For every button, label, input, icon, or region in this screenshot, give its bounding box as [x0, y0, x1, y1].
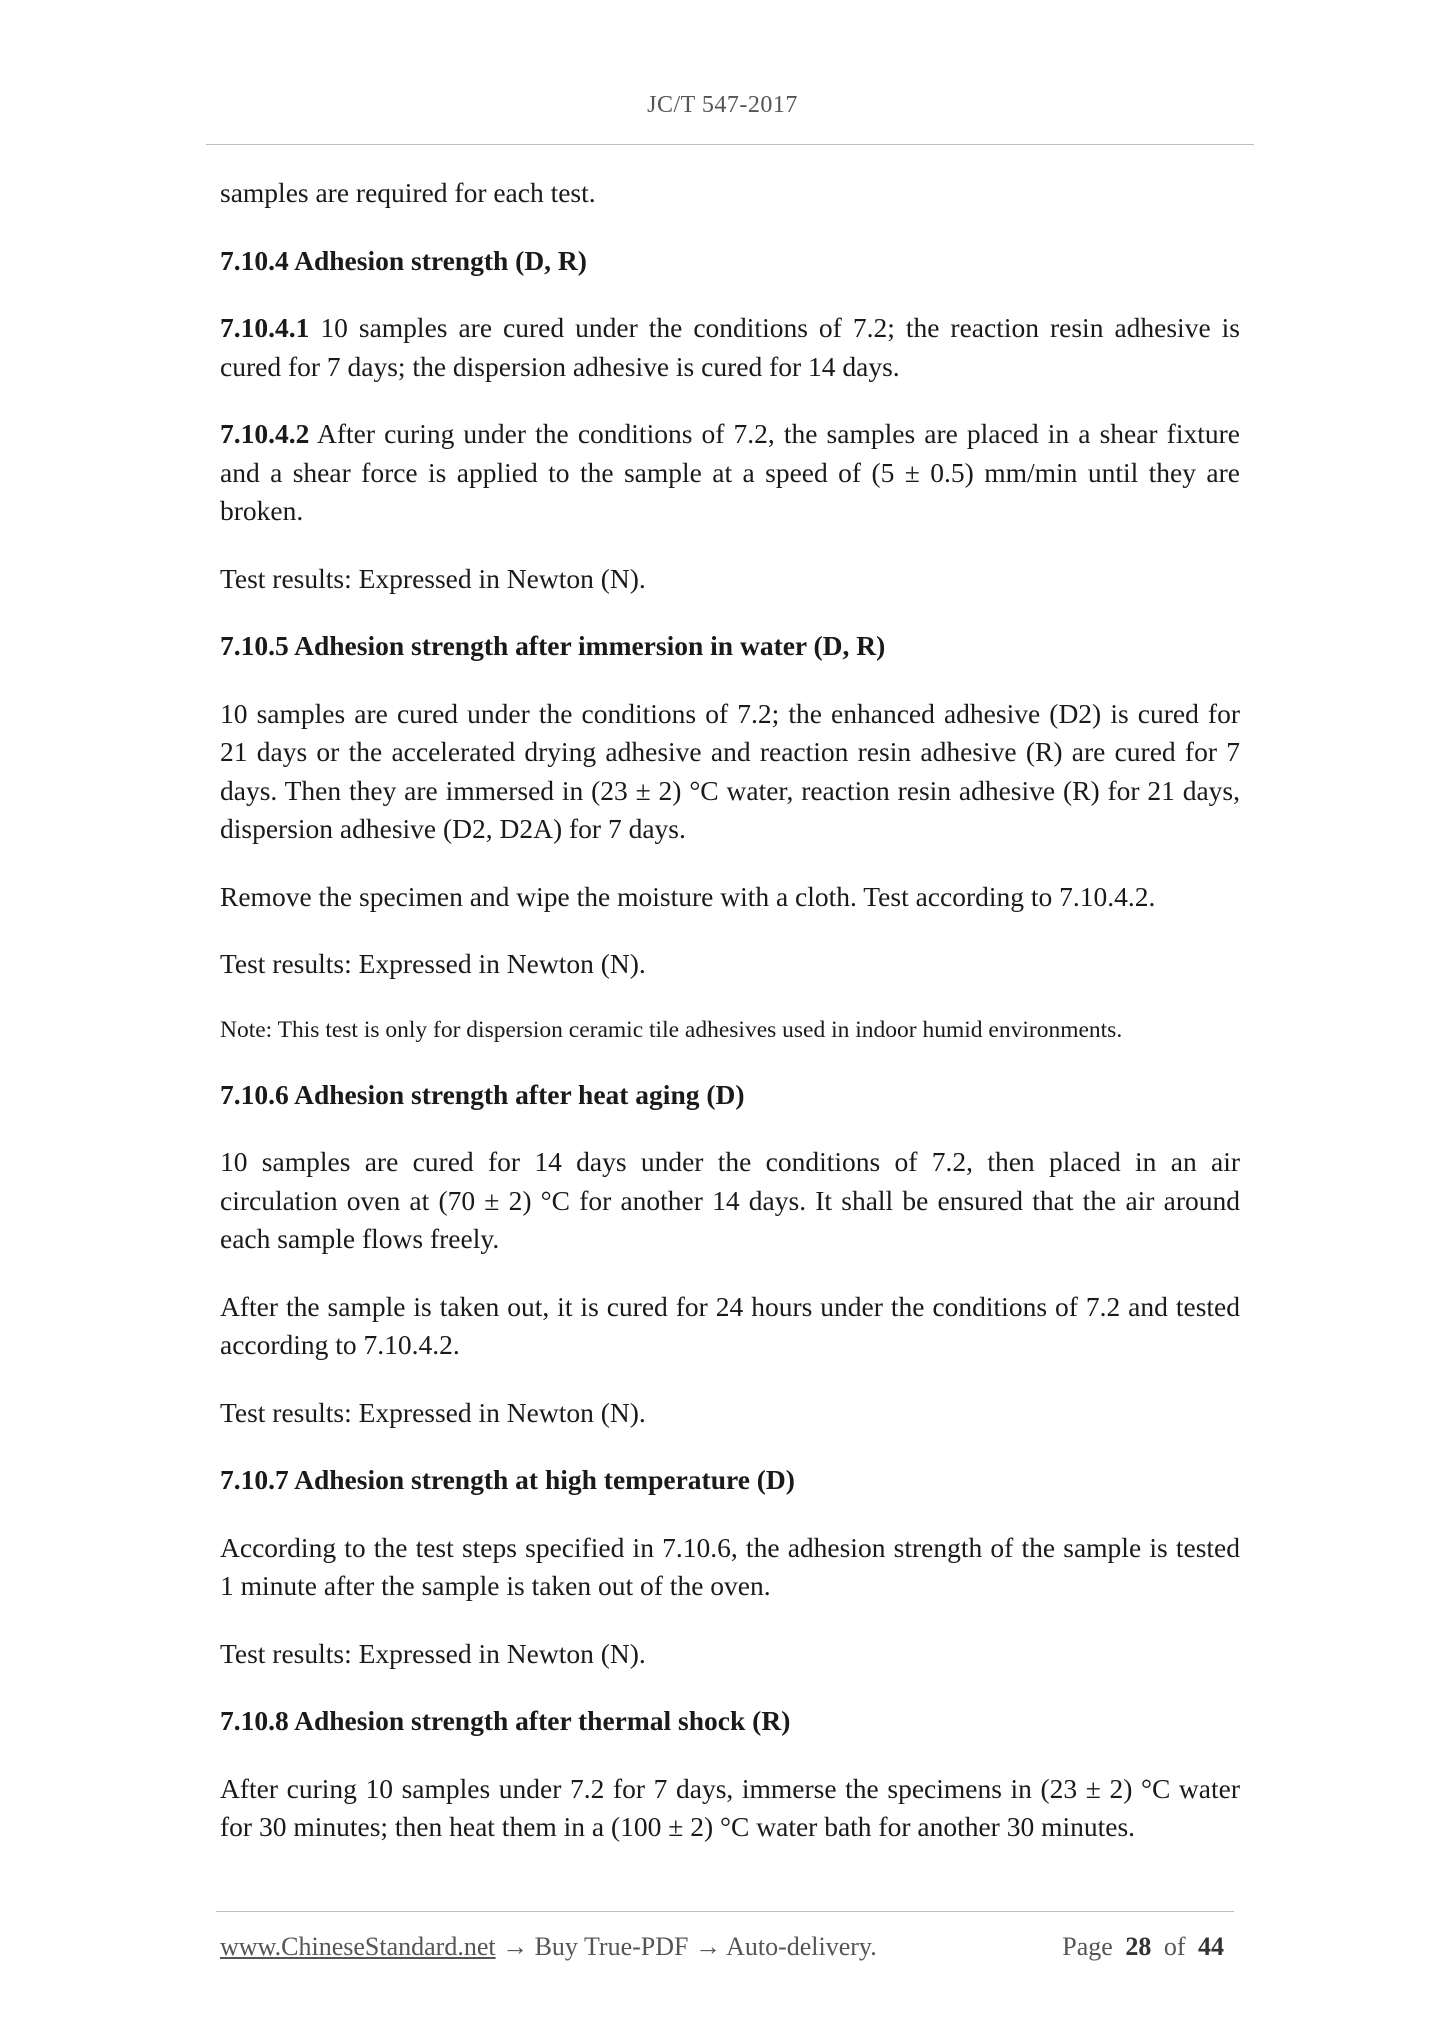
- page-of: of: [1163, 1932, 1186, 1961]
- section-heading: 7.10.6 Adhesion strength after heat aging (D): [220, 1078, 745, 1110]
- paragraph: Test results: Expressed in Newton (N).: [220, 1396, 646, 1428]
- clause-number: 7.10.4.2: [220, 418, 310, 449]
- header-divider: [206, 144, 1254, 145]
- auto-delivery-text: Auto-delivery.: [726, 1932, 877, 1961]
- paragraph: Test results: Expressed in Newton (N).: [220, 948, 646, 979]
- arrow-right-icon: →: [495, 1932, 535, 1961]
- paragraph: [220, 309, 1240, 386]
- note: Note: This test is only for dispersion ceramic tile adhesives used in indoor humid environments.: [220, 1016, 1123, 1043]
- page-total: 44: [1198, 1932, 1224, 1961]
- section-heading: 7.10.8 Adhesion strength after thermal shock (R): [220, 1705, 791, 1736]
- paragraph: According to the test steps specified in 7.10.6, the adhesion strength of the sample is tested 1 minute after the sample is taken out of the oven.: [220, 1531, 1240, 1601]
- arrow-right-icon: →: [688, 1932, 727, 1961]
- paragraph: After curing 10 samples under 7.2 for 7 days, immerse the specimens in (23 ± 2) °C water for 30 minutes; then heat them in a (100 ± 2) °C water bath for another 30 minutes.: [220, 1772, 1240, 1842]
- page-header-title: JC/T 547-2017: [647, 92, 798, 118]
- website-link[interactable]: www.ChineseStandard.net: [220, 1932, 496, 1961]
- clause-number: 7.10.4.1: [220, 312, 310, 343]
- page-indicator: [1062, 1932, 1230, 1962]
- document-body: [220, 174, 1240, 1876]
- paragraph: Test results: Expressed in Newton (N).: [220, 562, 646, 594]
- clause-text: After curing under the conditions of 7.2, the samples are placed in a shear fixture and a shear force is applied to the sample at a speed of (5 ± 0.5) mm/min until they are broken.: [220, 418, 1240, 526]
- paragraph: 10 samples are cured for 14 days under the conditions of 7.2, then placed in an air circulation oven at (70 ± 2) °C for another 14 days. It shall be ensured that the air around each sample flows freely.: [220, 1146, 1240, 1254]
- paragraph: 10 samples are cured under the conditions of 7.2; the enhanced adhesive (D2) is cured for 21 days or the accelerated drying adhesive and reaction resin adhesive (R) are cured for 7 days. Then they are immersed in (23 ± 2) °C water, reaction resin adhesive (R) for 21 days, dispersion adhesive (D2, D2A) for 7 days.: [220, 697, 1240, 844]
- buy-pdf-text: Buy True-PDF: [534, 1932, 689, 1961]
- clause-text: 10 samples are cured under the conditions of 7.2; the reaction resin adhesive is cured for 7 days; the dispersion adhesive is cured for 14 days.: [220, 312, 1240, 382]
- page-label: Page: [1062, 1932, 1113, 1961]
- page-footer: [220, 1932, 1230, 1962]
- section-heading: 7.10.7 Adhesion strength at high temperature (D): [220, 1464, 795, 1495]
- paragraph: After the sample is taken out, it is cured for 24 hours under the conditions of 7.2 and tested according to 7.10.4.2.: [220, 1290, 1240, 1360]
- section-heading: 7.10.5 Adhesion strength after immersion in water (D, R): [220, 630, 886, 661]
- paragraph: Test results: Expressed in Newton (N).: [220, 1637, 646, 1669]
- paragraph: [220, 415, 1240, 531]
- paragraph: samples are required for each test.: [220, 177, 596, 208]
- paragraph: Remove the specimen and wipe the moisture with a cloth. Test according to 7.10.4.2.: [220, 880, 1156, 912]
- section-heading: 7.10.4 Adhesion strength (D, R): [220, 244, 587, 276]
- footer-divider: [216, 1911, 1234, 1912]
- page-current: 28: [1125, 1932, 1152, 1961]
